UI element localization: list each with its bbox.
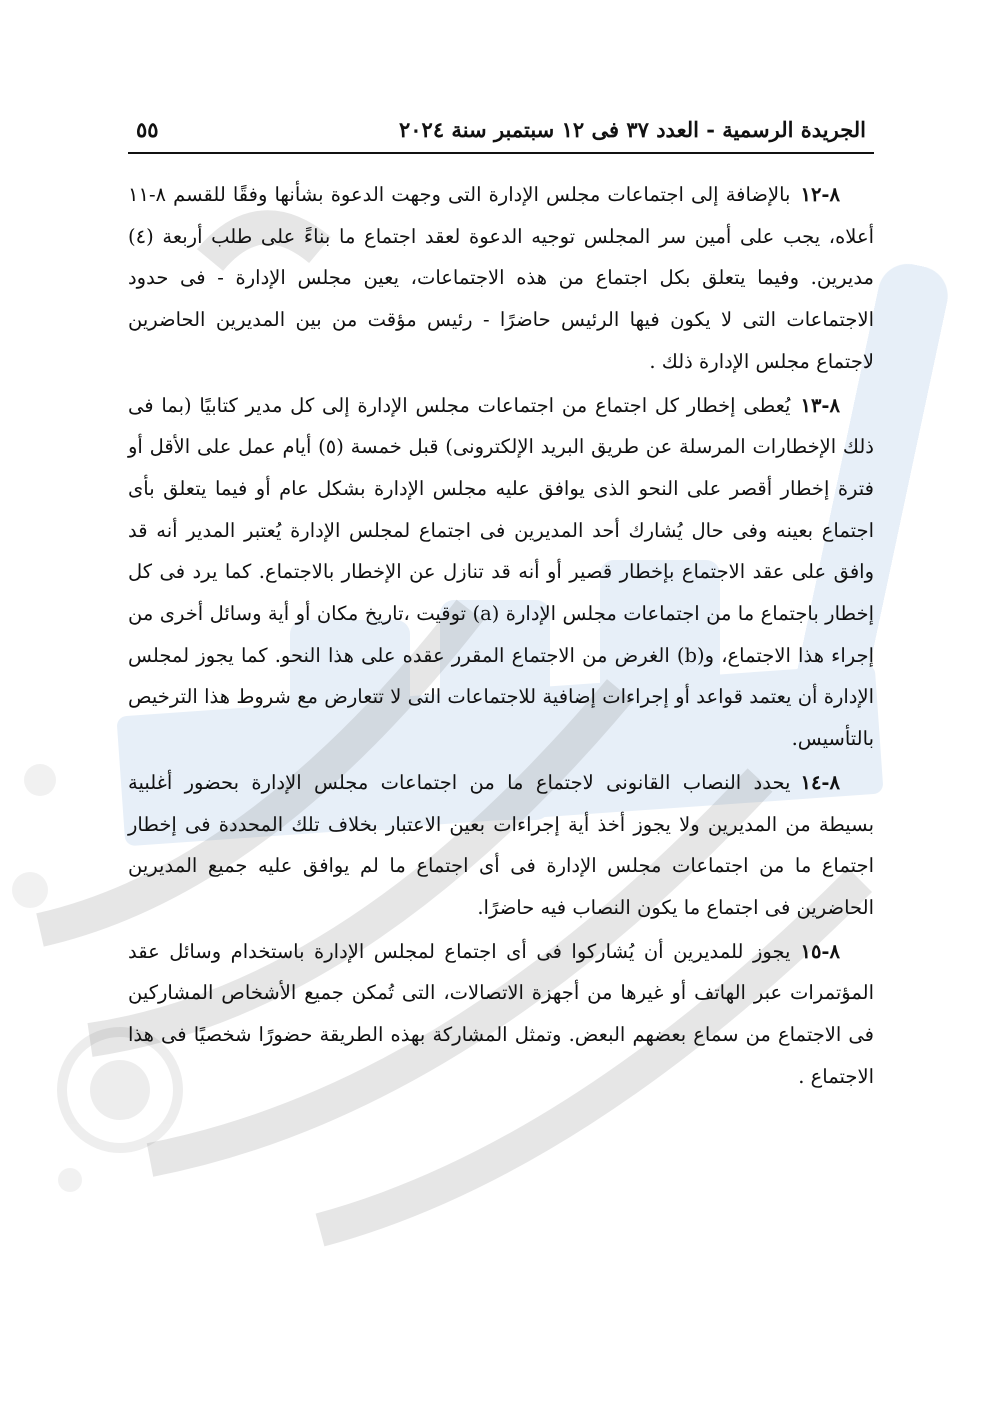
clause-number: ٨-١٤ <box>800 770 840 794</box>
page-number: ٥٥ <box>136 117 159 142</box>
clause-8-12 <box>128 174 874 383</box>
clause-8-15 <box>128 931 874 1098</box>
clause-text: بالإضافة إلى اجتماعات مجلس الإدارة التى وجهت الدعوة بشأنها وفقًا للقسم ٨-١١ أعلاه، يجب على أمين سر المجلس توجيه الدعوة لعقد اجتماع ما بناءً على طلب أربعة (٤) مديرين. وفيما يتعلق بكل اجتماع من هذه الاجتماعات، يعين مجلس الإدارة - فى حدود الاجتماعات التى لا يكون فيها الرئيس حاضرًا - رئيس مؤقت من بين المديرين الحاضرين لاجتماع مجلس الإدارة ذلك . <box>128 183 874 373</box>
clause-8-14 <box>128 762 874 929</box>
clause-text: يجوز للمديرين أن يُشاركوا فى أى اجتماع لمجلس الإدارة باستخدام وسائل عقد المؤتمرات عبر الهاتف أو غيرها من أجهزة الاتصالات، التى تُمكن جميع الأشخاص المشاركين فى الاجتماع من سماع بعضهم البعض. وتمثل المشاركة بهذه الطريقة حضورًا شخصيًا فى هذا الاجتماع . <box>128 939 874 1088</box>
watermark-spots <box>12 764 82 1192</box>
document-body <box>128 174 874 1097</box>
page-header <box>128 108 874 154</box>
clause-number: ٨-١٢ <box>800 183 840 206</box>
header-title: الجريدة الرسمية - العدد ٣٧ فى ١٢ سبتمبر سنة ٢٠٢٤ <box>399 117 866 142</box>
clause-text: يحدد النصاب القانونى لاجتماع ما من اجتماعات مجلس الإدارة بحضور أغلبية بسيطة من المديرين ولا يجوز أخذ أية إجراءات بعين الاعتبار بخلاف تلك المحددة فى إخطار اجتماع ما من اجتماعات مجلس الإدارة فى أى اجتماع ما لم يوافق عليه جميع المديرين الحاضرين فى اجتماع ما يكون النصاب فيه حاضرًا. <box>128 770 874 919</box>
clause-number: ٨-١٣ <box>800 393 840 417</box>
gazette-page <box>128 108 874 1398</box>
clause-text: يُعطى إخطار كل اجتماع من اجتماعات مجلس الإدارة إلى كل مدير كتابيًا (بما فى ذلك الإخطارات المرسلة عن طريق البريد الإلكترونى) قبل خمسة (٥) أيام عمل على الأقل أو فترة إخطار أقصر على النحو الذى يوافق عليه مجلس الإدارة بشكل عام أو فيما يتعلق بأى اجتماع بعينه وفى حال يُشارك أحد المديرين فى اجتماع لمجلس الإدارة يُعتبر المدير أنه قد وافق على عقد الاجتماع بإخطار قصير أو أنه قد تنازل عن الإخطار بالاجتماع. كما يرد فى كل إخطار باجتماع ما من اجتماعات مجلس الإدارة (a) توقيت ،تاريخ مكان أو أية وسائل أخرى من إجراء هذا الاجتماع، و(b) الغرض من الاجتماع المقرر عقده على هذا النحو. كما يجوز لمجلس الإدارة أن يعتمد قواعد أو إجراءات إضافية للاجتماعات التى لا تتعارض مع شروط هذا الترخيص بالتأسيس. <box>128 393 875 751</box>
clause-number: ٨-١٥ <box>800 939 840 963</box>
clause-8-13 <box>128 385 874 760</box>
